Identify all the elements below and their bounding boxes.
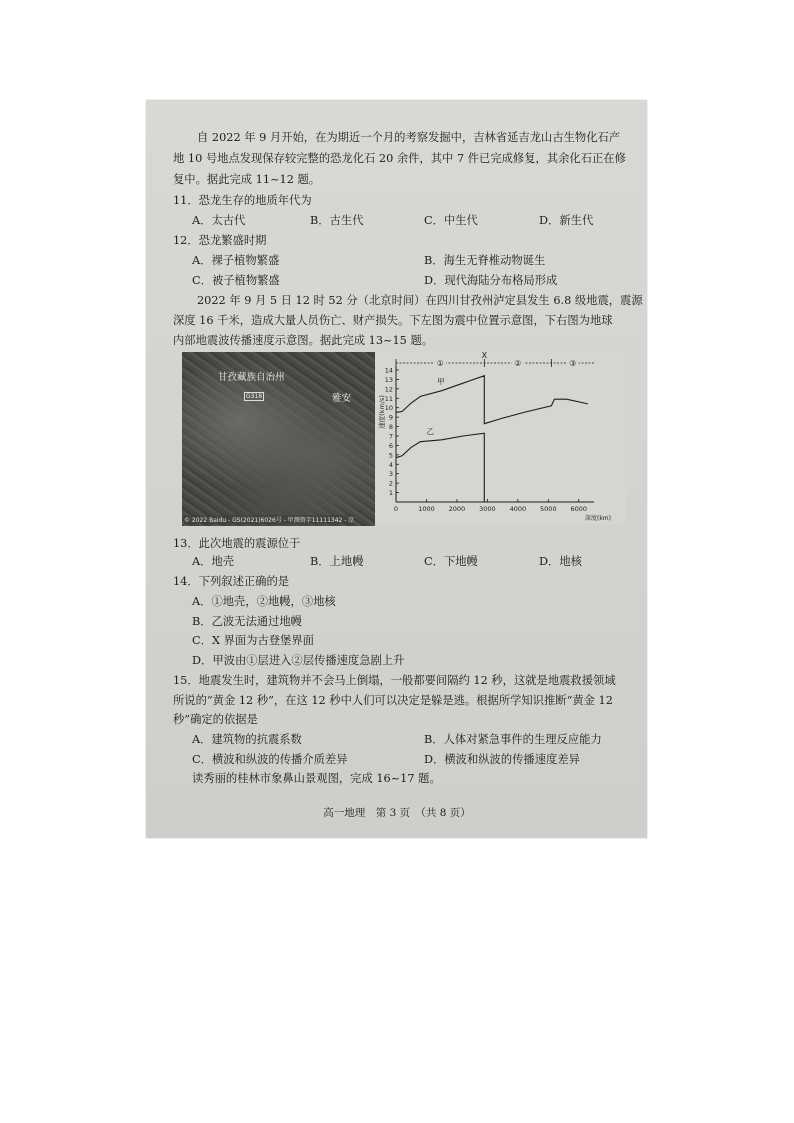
y-tick-label: 13	[384, 375, 393, 384]
map-copyright: © 2022 Baidu - GS(2021)6026号 - 甲测资字11111342 - 京	[184, 517, 355, 524]
map-label-ganzi: 甘孜藏族自治州	[218, 372, 285, 383]
y-tick-label: 5	[388, 451, 393, 460]
y-tick-label: 4	[388, 460, 393, 469]
q14-option-c: C．X 界面为古登堡界面	[192, 634, 314, 647]
q14-option-d: D．甲波由①层进入②层传播速度急剧上升	[192, 654, 405, 667]
q15-option-a: A．建筑物的抗震系数	[192, 733, 302, 746]
y-tick-label: 1	[388, 489, 393, 498]
intro-text-line: 读秀丽的桂林市象鼻山景观图，完成 16~17 题。	[192, 772, 441, 785]
intro-text-line: 自 2022 年 9 月开始，在为期近一个月的考察发掘中，吉林省延吉龙山古生物化石产	[197, 131, 621, 144]
x-tick-label: 2000	[448, 505, 466, 513]
q12-option-c: C．被子植物繁盛	[192, 274, 280, 287]
layer-label: ③	[569, 359, 577, 368]
q12-option-b: B．海生无脊椎动物诞生	[424, 254, 546, 267]
question-13-stem: 13．此次地震的震源位于	[173, 537, 301, 550]
q11-option-c: C．中生代	[424, 214, 478, 227]
layer-label: ①	[436, 359, 444, 368]
question-15-stem-line: 15．地震发生时，建筑物并不会马上倒塌，一般都要间隔约 12 秒，这就是地震救援领域	[173, 674, 616, 687]
question-15-stem-line: 所说的“黄金 12 秒”，在这 12 秒中人们可以决定是躲是逃。根据所学知识推断“黄金 12	[173, 694, 613, 707]
intro-text-line: 复中。据此完成 11~12 题。	[173, 173, 321, 186]
x-tick-label: 3000	[479, 505, 496, 513]
q13-option-a: A．地壳	[192, 555, 235, 568]
q11-option-a: A．太古代	[192, 214, 246, 227]
x-tick-label: 1000	[418, 505, 435, 513]
intro-text-line: 深度 16 千米，造成大量人员伤亡、财产损失。下左图为震中位置示意图，下右图为地球	[173, 314, 613, 327]
y-tick-label: 10	[384, 404, 393, 413]
chart-background	[376, 352, 626, 524]
y-tick-label: 2	[388, 479, 393, 488]
y-tick-label: 7	[388, 432, 393, 441]
q15-option-d: D．横波和纵波的传播速度差异	[424, 753, 580, 766]
y-tick-label: 6	[388, 441, 393, 450]
intro-text-line: 2022 年 9 月 5 日 12 时 52 分（北京时间）在四川甘孜州泸定县发生 6.8 级地震，震源	[197, 294, 643, 307]
intro-text-line: 内部地震波传播速度示意图。据此完成 13~15 题。	[173, 334, 434, 347]
y-tick-label: 8	[388, 423, 393, 432]
x-tick-label: 4000	[509, 505, 527, 513]
question-15-stem-line: 秒”确定的依据是	[173, 713, 258, 726]
q12-option-a: A．裸子植物繁盛	[192, 254, 280, 267]
y-tick-label: 3	[388, 470, 393, 479]
question-11-stem: 11．恐龙生存的地质年代为	[173, 194, 312, 207]
q11-option-b: B．古生代	[310, 214, 364, 227]
x-axis-label: 深度(km)	[584, 515, 612, 522]
series-label: 甲	[437, 377, 445, 387]
q15-option-c: C．横波和纵波的传播介质差异	[192, 753, 348, 766]
question-12-stem: 12．恐龙繁盛时期	[173, 234, 267, 247]
q13-option-b: B．上地幔	[310, 555, 364, 568]
y-tick-label: 9	[388, 413, 393, 422]
epicenter-location-map	[182, 352, 375, 526]
seismic-wave-speed-chart	[376, 352, 626, 524]
y-tick-label: 12	[384, 385, 393, 394]
intro-text-line: 地 10 号地点发现保存较完整的恐龙化石 20 余件，其中 7 件已完成修复，其余化石正在修	[173, 152, 626, 165]
q13-option-d: D．地核	[539, 555, 582, 568]
q14-option-b: B．乙波无法通过地幔	[192, 615, 302, 628]
q13-option-c: C．下地幔	[424, 555, 478, 568]
x-tick-label: 0	[393, 505, 399, 513]
y-axis-label: 速度(km/s)	[378, 395, 386, 429]
q11-option-d: D．新生代	[539, 214, 594, 227]
layer-label: ②	[514, 359, 522, 368]
layer-label: X	[481, 352, 488, 360]
q15-option-b: B．人体对紧急事件的生理反应能力	[424, 733, 602, 746]
question-14-stem: 14．下列叙述正确的是	[173, 575, 290, 588]
y-tick-label: 11	[384, 394, 393, 403]
map-label-yaan: 雅安	[332, 393, 352, 404]
page-footer: 高一地理 第 3 页 （共 8 页）	[323, 807, 471, 819]
y-tick-label: 14	[384, 366, 393, 375]
q14-option-a: A．①地壳，②地幔，③地核	[192, 595, 336, 608]
x-tick-label: 5000	[540, 505, 557, 513]
x-tick-label: 6000	[570, 505, 588, 513]
series-label: 乙	[426, 427, 434, 437]
q12-option-d: D．现代海陆分布格局形成	[424, 274, 558, 287]
map-road-label: G318	[246, 393, 263, 400]
